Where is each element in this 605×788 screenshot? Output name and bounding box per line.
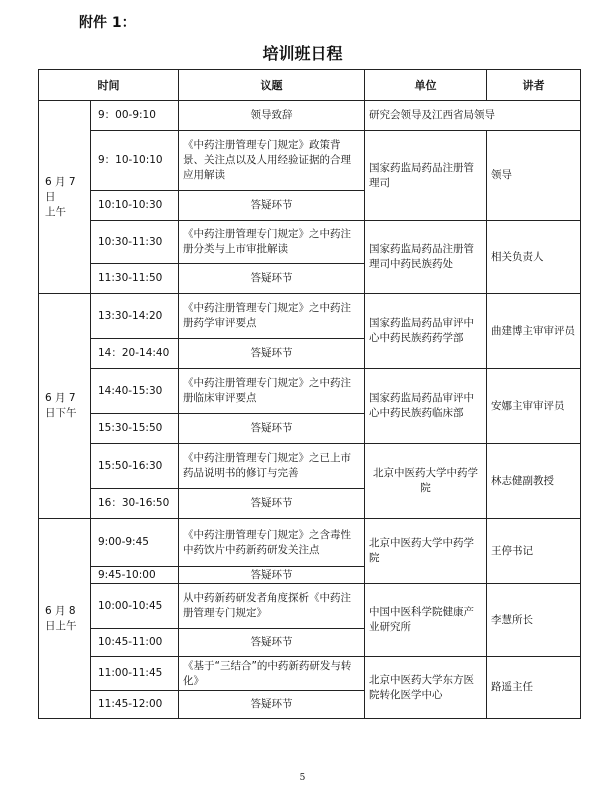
topic-cell: 答疑环节 [179, 414, 365, 444]
speaker-cell: 曲建博主审审评员 [487, 294, 581, 369]
table-row [39, 444, 581, 489]
time-cell: 9:45-10:00 [91, 567, 179, 584]
header-speaker: 讲者 [487, 70, 581, 101]
unit-cell: 研究会领导及江西省局领导 [365, 101, 581, 131]
time-cell: 11:00-11:45 [91, 657, 179, 691]
table-row [39, 369, 581, 414]
date-label: 6 月 7 日下午 [45, 392, 77, 419]
time-cell: 16：30-16:50 [91, 489, 179, 519]
date-label: 6 月 8 日上午 [45, 604, 77, 632]
header-topic: 议题 [179, 70, 365, 101]
time-cell: 11:45-12:00 [91, 691, 179, 719]
topic-cell: 答疑环节 [179, 191, 365, 221]
time-cell: 10:45-11:00 [91, 629, 179, 657]
time-cell: 10:00-10:45 [91, 584, 179, 629]
topic-cell: 《中药注册管理专门规定》之中药注册药学审评要点 [179, 294, 365, 339]
topic-cell: 领导致辞 [179, 101, 365, 131]
speaker-cell: 林志健副教授 [487, 444, 581, 519]
time-cell: 15:30-15:50 [91, 414, 179, 444]
date-label: 6 月 7 日 上午 [45, 175, 76, 218]
table-row [39, 221, 581, 264]
header-unit: 单位 [365, 70, 487, 101]
topic-cell: 《中药注册管理专门规定》之中药注册分类与上市审批解读 [179, 221, 365, 264]
table-row [39, 584, 581, 629]
time-cell: 10:30-11:30 [91, 221, 179, 264]
unit-cell: 中国中医科学院健康产业研究所 [365, 584, 487, 657]
time-cell: 14:40-15:30 [91, 369, 179, 414]
table-row [39, 101, 581, 131]
speaker-cell: 相关负责人 [487, 221, 581, 294]
topic-cell: 答疑环节 [179, 567, 365, 584]
unit-cell: 北京中医药大学东方医院转化医学中心 [365, 657, 487, 719]
table-row [39, 294, 581, 339]
speaker-cell: 路遥主任 [487, 657, 581, 719]
header-time: 时间 [39, 70, 179, 101]
time-cell: 10:10-10:30 [91, 191, 179, 221]
time-cell: 14：20-14:40 [91, 339, 179, 369]
date-cell [39, 294, 91, 519]
topic-cell: 《中药注册管理专门规定》政策背景、关注点以及人用经验证据的合理应用解读 [179, 131, 365, 191]
topic-cell: 《基于“三结合”的中药新药研发与转化》 [179, 657, 365, 691]
unit-cell: 北京中医药大学中药学院 [365, 444, 487, 519]
topic-cell: 《中药注册管理专门规定》之已上市药品说明书的修订与完善 [179, 444, 365, 489]
topic-cell: 答疑环节 [179, 629, 365, 657]
speaker-cell: 王停书记 [487, 519, 581, 584]
unit-cell: 国家药监局药品审评中心中药民族药药学部 [365, 294, 487, 369]
topic-cell: 答疑环节 [179, 339, 365, 369]
topic-cell: 《中药注册管理专门规定》之含毒性中药饮片中药新药研发关注点 [179, 519, 365, 567]
schedule-table [38, 69, 581, 719]
topic-cell: 从中药新药研发者角度探析《中药注册管理专门规定》 [179, 584, 365, 629]
table-row [39, 131, 581, 191]
time-cell: 9：00-9:10 [91, 101, 179, 131]
topic-cell: 答疑环节 [179, 691, 365, 719]
header-row [39, 70, 581, 101]
time-cell: 13:30-14:20 [91, 294, 179, 339]
page-number: 5 [299, 773, 306, 783]
topic-cell: 《中药注册管理专门规定》之中药注册临床审评要点 [179, 369, 365, 414]
time-cell: 15:50-16:30 [91, 444, 179, 489]
unit-cell: 国家药监局药品注册管理司 [365, 131, 487, 221]
table-row [39, 519, 581, 567]
speaker-cell: 领导 [487, 131, 581, 221]
unit-cell: 国家药监局药品注册管理司中药民族药处 [365, 221, 487, 294]
unit-cell: 北京中医药大学中药学院 [365, 519, 487, 584]
time-cell: 9：10-10:10 [91, 131, 179, 191]
unit-cell: 国家药监局药品审评中心中药民族药临床部 [365, 369, 487, 444]
topic-cell: 答疑环节 [179, 489, 365, 519]
table-row [39, 657, 581, 691]
topic-cell: 答疑环节 [179, 264, 365, 294]
speaker-cell: 安娜主审审评员 [487, 369, 581, 444]
attachment-label: 附件 1： [79, 15, 136, 31]
time-cell: 11:30-11:50 [91, 264, 179, 294]
speaker-cell: 李慧所长 [487, 584, 581, 657]
time-cell: 9:00-9:45 [91, 519, 179, 567]
date-cell [39, 519, 91, 719]
date-cell [39, 101, 91, 294]
page-title: 培训班日程 [262, 44, 343, 63]
